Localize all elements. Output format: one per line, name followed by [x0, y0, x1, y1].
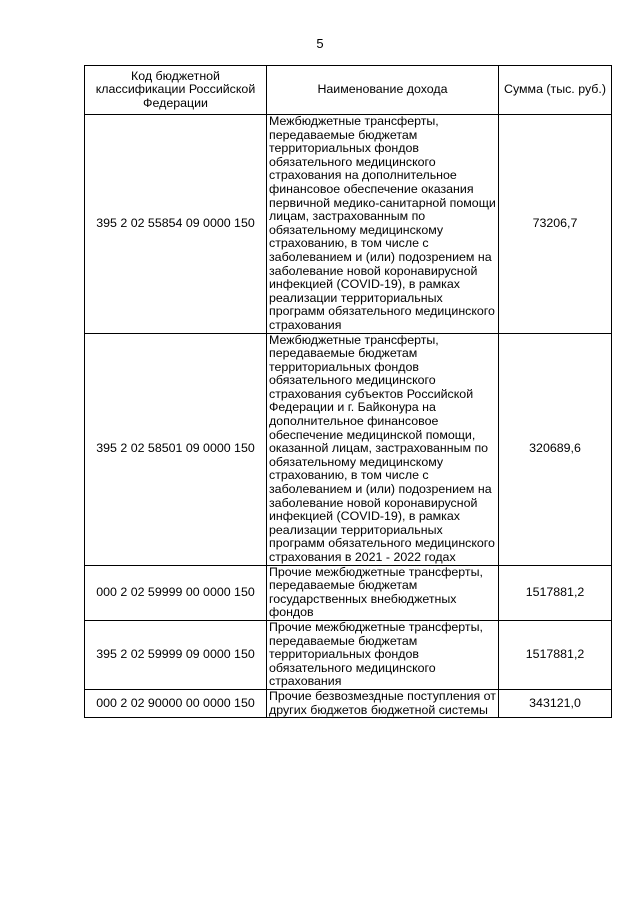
row-name: Межбюджетные трансферты, передаваемые бюджетам территориальных фондов обязательного медицинского страхования субъектов Российской Федерации и г. Байконура на дополнительное финансовое обеспечение медицинской помощи, оказанной лицам, застрахованным по обязательному медицинскому страхованию, в том числе с заболеванием и (или) подозрением на заболевание новой коронавирусной инфекцией (COVID-19), в рамках реализации территориальных программ обязательного медицинского страхования в 2021 - 2022 годах [267, 333, 499, 565]
table-row [85, 620, 612, 689]
row-sum: 1517881,2 [499, 620, 612, 689]
row-name: Прочие межбюджетные трансферты, передаваемые бюджетам государственных внебюджетных фондов [267, 565, 499, 620]
header-name: Наименование дохода [267, 66, 499, 115]
row-sum: 343121,0 [499, 689, 612, 717]
table-row [85, 565, 612, 620]
row-sum: 1517881,2 [499, 565, 612, 620]
row-name: Прочие безвозмездные поступления от других бюджетов бюджетной системы [267, 689, 499, 717]
header-code: Код бюджетной классификации Российской Федерации [85, 66, 267, 115]
table-row [85, 689, 612, 717]
table-header-row [85, 66, 612, 115]
table-row [85, 115, 612, 334]
row-sum: 320689,6 [499, 333, 612, 565]
row-code: 395 2 02 55854 09 0000 150 [85, 115, 267, 334]
row-code: 395 2 02 58501 09 0000 150 [85, 333, 267, 565]
row-code: 000 2 02 59999 00 0000 150 [85, 565, 267, 620]
header-sum: Сумма (тыс. руб.) [499, 66, 612, 115]
row-sum: 73206,7 [499, 115, 612, 334]
budget-revenue-table [84, 65, 612, 718]
table-row [85, 333, 612, 565]
row-name: Межбюджетные трансферты, передаваемые бюджетам территориальных фондов обязательного медицинского страхования на дополнительное финансовое обеспечение оказания первичной медико-санитарной помощи лицам, застрахованным по обязательному медицинскому страхованию, в том числе с заболеванием и (или) подозрением на заболевание новой коронавирусной инфекцией (COVID-19), в рамках реализации территориальных программ обязательного медицинского страхования [267, 115, 499, 334]
row-code: 395 2 02 59999 09 0000 150 [85, 620, 267, 689]
page-number: 5 [316, 36, 324, 51]
row-code: 000 2 02 90000 00 0000 150 [85, 689, 267, 717]
row-name: Прочие межбюджетные трансферты, передаваемые бюджетам территориальных фондов обязательного медицинского страхования [267, 620, 499, 689]
